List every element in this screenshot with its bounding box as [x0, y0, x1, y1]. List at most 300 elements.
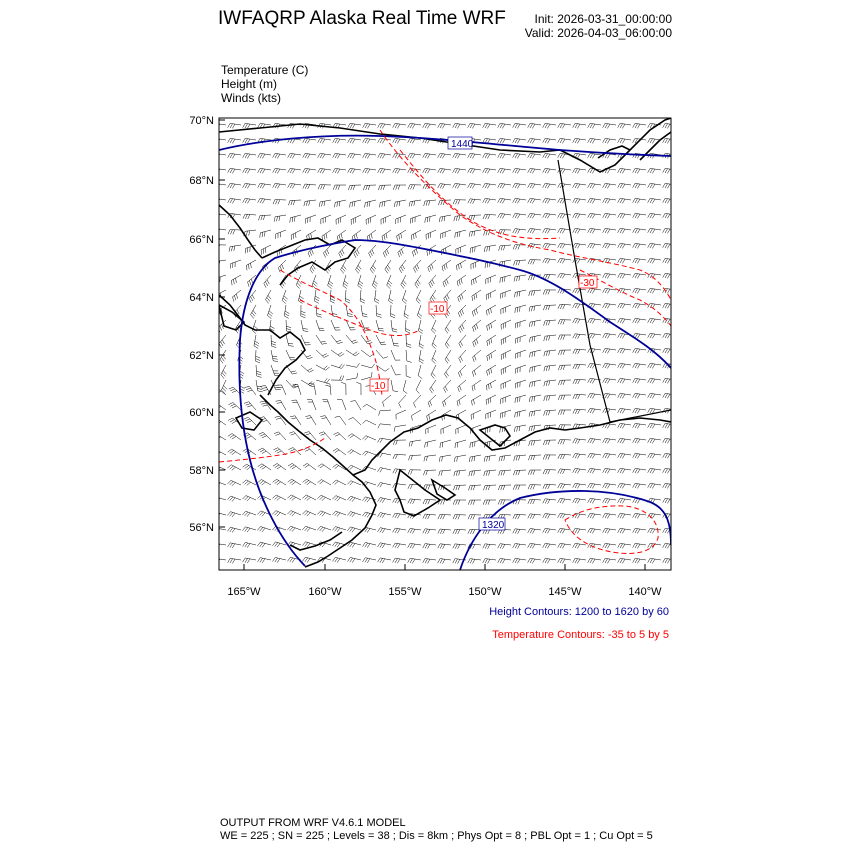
wind-barb-feather [232, 452, 236, 455]
wind-barb-shaft [215, 153, 226, 155]
wind-barb-feather [667, 169, 669, 173]
wind-barb-feather [236, 294, 238, 299]
wind-barb-feather [603, 213, 605, 217]
wind-barb-feather [573, 213, 575, 217]
wind-barb-feather [618, 183, 620, 187]
wind-barb-feather [290, 558, 293, 562]
wind-barb-feather [603, 498, 605, 502]
wind-barb-feather [588, 483, 590, 487]
wind-barb-shaft [305, 184, 316, 185]
wind-barb-feather [517, 559, 519, 563]
wind-barb-feather [335, 543, 338, 547]
wind-barb-feather [529, 291, 530, 296]
wind-barb-feather [427, 574, 429, 578]
wind-barb-feather [408, 456, 410, 461]
wind-barb-feather [665, 574, 667, 578]
wind-barb-feather [622, 184, 624, 188]
wind-barb-feather [592, 514, 594, 518]
wind-barb-feather [432, 373, 435, 377]
wind-barb-feather [577, 184, 579, 188]
wind-barb-feather [518, 515, 520, 520]
wind-barb-feather [528, 260, 530, 265]
wind-barb-feather [438, 529, 440, 533]
wind-barb-shaft [485, 455, 496, 457]
wind-barb-feather [667, 259, 669, 263]
wind-barb-feather [322, 354, 326, 356]
wind-barb-feather [279, 216, 280, 221]
wind-barb-feather [446, 357, 449, 361]
wind-barb-feather [260, 434, 265, 436]
wind-barb-shaft [350, 200, 361, 203]
wind-barb-feather [367, 154, 369, 158]
wind-barb-feather [515, 124, 517, 128]
wind-barb-feather [637, 169, 639, 173]
wind-barb-feather [261, 215, 263, 220]
wind-barb-feather [333, 153, 335, 157]
wind-barb-feather [458, 500, 460, 505]
wind-barb-feather [288, 463, 292, 466]
wind-barb-feather [603, 138, 605, 142]
wind-barb-feather [633, 363, 635, 367]
wind-barb-feather [352, 498, 355, 502]
wind-barb-shaft [515, 455, 526, 456]
wind-barb-feather [443, 559, 445, 563]
wind-barb-feather [543, 499, 545, 503]
wind-barb-feather [380, 139, 382, 143]
wind-barb-shaft [215, 198, 226, 200]
wind-barb-feather [257, 495, 261, 498]
wind-barb-feather [622, 139, 624, 143]
wind-barb-feather [650, 169, 652, 173]
wind-barb-feather [548, 290, 550, 295]
wind-barb-feather [318, 480, 322, 483]
wind-barb-feather [545, 274, 547, 279]
wind-barb-feather [228, 183, 230, 187]
wind-barb-feather [232, 528, 235, 532]
wind-barb-feather [532, 184, 534, 188]
wind-barb-feather [665, 394, 667, 398]
wind-barb-feather [246, 404, 251, 406]
wind-barb-feather [607, 559, 609, 563]
wind-barb-shaft [410, 499, 421, 500]
wind-barb-feather [547, 244, 549, 248]
wind-barb-feather [243, 573, 245, 577]
wind-barb-feather [513, 485, 515, 490]
wind-barb-shaft [383, 395, 391, 402]
wind-barb-feather [517, 292, 518, 297]
wind-barb-feather [212, 481, 215, 485]
wind-barb-feather [620, 244, 622, 248]
wind-barb-feather [260, 401, 265, 402]
wind-barb-feather [518, 260, 519, 265]
wind-barb-shaft [361, 365, 372, 368]
wind-barb-shaft [248, 433, 256, 440]
plot-title: IWFAQRP Alaska Real Time WRF [218, 8, 506, 29]
wind-barb-shaft [440, 514, 451, 515]
wind-barb-feather [590, 499, 592, 503]
wind-barb-feather [502, 139, 504, 143]
wind-barb-feather [665, 454, 667, 458]
wind-barb-shaft [230, 573, 241, 575]
wind-barb-feather [622, 229, 624, 233]
wind-barb-feather [337, 169, 339, 173]
wind-barb-feather [393, 469, 395, 473]
wind-barb-shaft [376, 335, 381, 345]
wind-barb-feather [534, 291, 535, 296]
wind-barb-shaft [470, 455, 481, 457]
wind-barb-shaft [530, 514, 541, 515]
wind-barb-feather [416, 282, 419, 286]
wind-barb-feather [476, 339, 478, 344]
wind-barb-feather [439, 457, 440, 462]
wind-barb-feather [575, 439, 577, 443]
wind-barb-feather [622, 304, 624, 308]
wind-barb-feather [232, 421, 236, 423]
wind-barb-feather [363, 138, 365, 142]
wind-barb-shaft [278, 260, 286, 268]
wind-barb-feather [311, 267, 314, 271]
wind-barb-feather [335, 154, 337, 158]
wind-barb-feather [663, 228, 665, 232]
wind-barb-feather [443, 544, 445, 548]
wind-barb-feather [573, 168, 575, 172]
wind-barb-feather [291, 200, 293, 205]
wind-barb-feather [652, 244, 654, 248]
wind-barb-feather [547, 199, 549, 203]
wind-barb-feather [213, 198, 215, 202]
wind-barb-feather [618, 123, 620, 127]
wind-barb-feather [605, 499, 607, 503]
wind-barb-feather [445, 359, 448, 363]
wind-barb-feather [650, 394, 652, 398]
wind-barb-feather [304, 432, 309, 434]
wind-barb-feather [258, 168, 260, 172]
wind-barb-shaft [501, 290, 511, 294]
wind-barb-feather [282, 300, 286, 303]
wind-barb-feather [254, 346, 258, 349]
wind-barb-shaft [444, 380, 451, 388]
wind-barb-shaft [290, 200, 301, 201]
wind-barb-feather [310, 251, 312, 256]
wind-barb-feather [588, 573, 590, 577]
wind-barb-feather [546, 455, 548, 460]
wind-barb-shaft [352, 434, 361, 440]
wind-barb-shaft [456, 425, 466, 429]
wind-barb-feather [382, 139, 384, 143]
wind-barb-feather [498, 500, 500, 505]
wind-barb-feather [328, 285, 332, 288]
wind-barb-feather [275, 465, 279, 468]
wind-barb-feather [500, 169, 502, 173]
wind-barb-feather [322, 169, 324, 173]
wind-barb-feather [337, 513, 340, 517]
wind-barb-feather [433, 328, 437, 332]
wind-barb-feather [667, 214, 669, 218]
wind-barb-feather [543, 484, 545, 489]
wind-barb-feather [260, 199, 262, 203]
wind-barb-feather [473, 279, 474, 284]
wind-barb-feather [266, 300, 269, 304]
wind-barb-feather [230, 543, 233, 547]
wind-barb-shaft [340, 416, 346, 425]
wind-barb-feather [321, 434, 326, 436]
wind-barb-shaft [316, 320, 320, 330]
wind-barb-feather [549, 366, 550, 371]
wind-barb-feather [408, 168, 410, 172]
wind-barb-shaft [410, 573, 421, 575]
wind-barb-feather [231, 280, 232, 285]
wind-barb-feather [575, 454, 577, 458]
wind-barb-shaft [459, 335, 466, 343]
wind-barb-feather [546, 366, 547, 371]
wind-barb-feather [483, 544, 485, 548]
wind-barb-feather [473, 485, 475, 490]
wind-barb-shaft [456, 410, 466, 415]
wind-barb-feather [428, 403, 430, 408]
wind-barb-feather [558, 454, 560, 459]
wind-barb-feather [459, 280, 460, 285]
wind-barb-feather [428, 500, 430, 505]
wind-barb-shaft [500, 470, 511, 471]
wind-barb-feather [558, 138, 560, 142]
wind-barb-feather [533, 441, 534, 446]
wind-barb-feather [635, 499, 637, 503]
wind-barb-feather [637, 454, 639, 458]
wind-barb-feather [620, 319, 622, 323]
wind-barb-feather [517, 307, 518, 312]
wind-barb-shaft [545, 395, 556, 396]
wind-barb-shaft [530, 425, 541, 426]
wind-barb-feather [665, 274, 667, 278]
wind-barb-feather [577, 244, 579, 248]
wind-barb-shaft [575, 394, 586, 395]
wind-barb-feather [230, 389, 235, 391]
wind-barb-feather [504, 456, 505, 461]
wind-barb-feather [410, 559, 412, 563]
wind-barb-feather [575, 394, 577, 399]
wind-barb-feather [622, 319, 624, 323]
wind-barb-shaft [515, 290, 526, 292]
wind-barb-feather [648, 318, 650, 322]
wind-barb-feather [313, 265, 316, 269]
wind-barb-feather [453, 183, 455, 187]
wind-barb-feather [262, 574, 265, 578]
wind-barb-feather [487, 559, 489, 563]
wind-barb-shaft [425, 499, 436, 500]
wind-barb-feather [665, 259, 667, 263]
wind-barb-shaft [391, 350, 395, 360]
wind-barb-feather [378, 168, 380, 172]
wind-barb-feather [445, 296, 447, 300]
wind-barb-feather [287, 495, 291, 498]
wind-barb-feather [247, 559, 250, 563]
wind-barb-shaft [545, 573, 556, 575]
wind-barb-feather [273, 153, 275, 157]
wind-barb-shaft [216, 465, 226, 470]
wind-barb-shaft [545, 499, 556, 500]
wind-barb-feather [243, 214, 245, 219]
wind-barb-shaft [560, 454, 571, 455]
wind-barb-feather [412, 154, 414, 158]
wind-barb-feather [622, 409, 624, 413]
wind-barb-feather [648, 183, 650, 187]
wind-barb-shaft [232, 449, 241, 455]
wind-barb-feather [484, 247, 485, 252]
wind-barb-feather [607, 514, 609, 518]
wind-barb-feather [418, 331, 422, 334]
wind-barb-feather [257, 558, 260, 562]
wind-barb-shaft [331, 320, 335, 330]
wind-barb-shaft [217, 419, 226, 425]
wind-barb-feather [650, 229, 652, 233]
wind-barb-feather [563, 305, 565, 310]
wind-barb-feather [325, 251, 327, 256]
wind-barb-feather [577, 259, 579, 263]
wind-barb-feather [292, 217, 293, 222]
wind-barb-feather [340, 251, 342, 255]
wind-barb-feather [635, 514, 637, 518]
wind-barb-feather [545, 514, 547, 518]
wind-barb-feather [648, 243, 650, 247]
wind-barb-feather [590, 289, 592, 293]
wind-barb-feather [633, 528, 635, 532]
wind-barb-feather [221, 375, 224, 379]
wind-barb-feather [620, 259, 622, 263]
wind-barb-shaft [440, 455, 451, 457]
wind-barb-feather [472, 574, 474, 578]
wind-barb-feather [652, 334, 654, 338]
wind-barb-feather [459, 358, 461, 362]
wind-barb-feather [440, 154, 442, 158]
wind-barb-feather [442, 266, 443, 271]
wind-barb-feather [375, 301, 379, 303]
wind-barb-shaft [530, 573, 541, 575]
wind-barb-feather [258, 216, 260, 221]
wind-barb-feather [443, 500, 445, 505]
wind-barb-feather [474, 356, 476, 361]
wind-barb-shaft [233, 403, 241, 410]
wind-barb-shaft [425, 455, 436, 456]
wind-barb-feather [622, 454, 624, 458]
wind-barb-feather [546, 440, 548, 445]
wind-barb-feather [558, 350, 560, 355]
wind-barb-feather [247, 139, 249, 143]
wind-barb-feather [573, 528, 575, 532]
wind-barb-feather [409, 442, 410, 447]
wind-barb-feather [468, 486, 470, 491]
wind-barb-feather [317, 511, 320, 515]
wind-barb-feather [333, 138, 335, 142]
wind-barb-feather [474, 341, 476, 346]
wind-barb-shaft [406, 350, 407, 361]
wind-barb-feather [531, 275, 533, 280]
wind-barb-feather [380, 558, 383, 562]
wind-barb-feather [618, 228, 620, 232]
wind-barb-feather [545, 244, 547, 248]
wind-barb-feather [650, 439, 652, 443]
wind-barb-feather [573, 183, 575, 187]
wind-barb-feather [667, 319, 669, 323]
wind-barb-feather [425, 154, 427, 158]
wind-barb-feather [607, 334, 609, 338]
wind-barb-feather [385, 269, 388, 273]
wind-barb-shaft [286, 335, 289, 346]
wind-barb-feather [438, 168, 440, 172]
wind-barb-feather [620, 424, 622, 428]
wind-barb-shaft [485, 544, 496, 545]
wind-barb-feather [459, 343, 461, 347]
wind-barb-feather [607, 169, 609, 173]
wind-barb-feather [380, 124, 382, 128]
wind-barb-feather [340, 354, 344, 357]
wind-barb-feather [418, 313, 422, 316]
wind-barb-feather [446, 279, 448, 284]
wind-barb-feather [397, 574, 400, 578]
wind-barb-feather [290, 449, 295, 451]
wind-barb-feather [516, 276, 517, 281]
wind-barb-feather [502, 169, 504, 173]
wind-barb-feather [558, 198, 560, 202]
wind-barb-feather [234, 279, 235, 284]
wind-barb-feather [667, 289, 669, 293]
wind-barb-feather [335, 573, 338, 577]
wind-barb-feather [455, 574, 457, 578]
wind-barb-feather [590, 214, 592, 218]
wind-barb-feather [362, 451, 365, 455]
wind-barb-feather [470, 184, 472, 188]
wind-barb-feather [246, 265, 247, 270]
wind-barb-feather [532, 352, 533, 357]
wind-barb-feather [590, 484, 592, 488]
wind-barb-feather [231, 246, 232, 251]
wind-barb-feather [501, 471, 502, 476]
wind-barb-feather [277, 574, 280, 578]
wind-barb-feather [590, 439, 592, 443]
wind-barb-feather [372, 250, 374, 254]
wind-barb-feather [472, 372, 473, 377]
wind-barb-feather [529, 426, 530, 431]
wind-barb-feather [377, 498, 380, 502]
wind-barb-shaft [262, 464, 271, 470]
wind-barb-feather [397, 169, 399, 173]
wind-barb-shaft [320, 573, 331, 575]
wind-barb-feather [411, 441, 412, 446]
wind-barb-feather [339, 253, 341, 257]
wind-barb-feather [486, 485, 488, 490]
wind-barb-feather [665, 529, 667, 533]
wind-barb-feather [315, 298, 319, 300]
wind-barb-feather [252, 295, 254, 299]
wind-barb-feather [637, 364, 639, 368]
wind-barb-feather [665, 484, 667, 488]
wind-barb-feather [254, 343, 258, 346]
wind-barb-feather [500, 574, 502, 578]
wind-barb-feather [335, 139, 337, 143]
wind-barb-feather [345, 301, 350, 303]
wind-barb-feather [592, 319, 594, 323]
wind-barb-feather [286, 326, 291, 328]
wind-barb-shaft [425, 544, 436, 545]
wind-barb-feather [412, 544, 414, 548]
wind-barb-feather [663, 303, 665, 307]
wind-barb-feather [380, 453, 383, 457]
wind-barb-feather [275, 449, 279, 451]
wind-barb-feather [302, 573, 305, 577]
wind-barb-shaft [470, 470, 481, 471]
wind-barb-feather [273, 479, 277, 482]
wind-barb-feather [251, 315, 254, 319]
wind-barb-feather [503, 245, 504, 250]
